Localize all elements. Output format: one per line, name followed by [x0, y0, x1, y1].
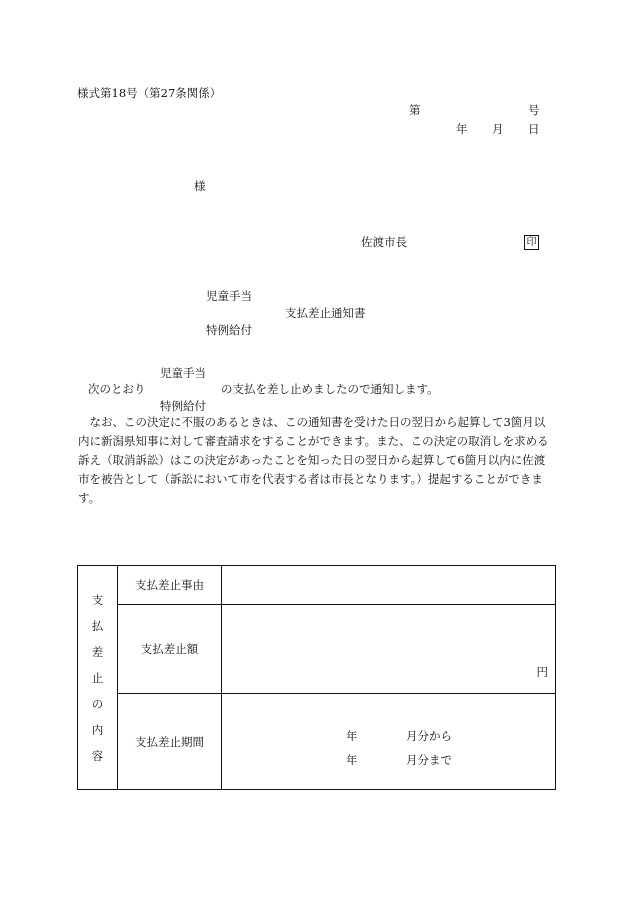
date-month-label: 月 [492, 122, 504, 136]
recipient-honorific: 様 [194, 179, 206, 193]
period-to-month: 月分まで [406, 753, 452, 767]
yen-unit: 円 [536, 665, 548, 679]
side-char: 払 [91, 618, 104, 633]
side-char: の [91, 696, 104, 711]
date-day-label: 日 [528, 122, 540, 136]
date-year-label: 年 [456, 122, 468, 136]
seal-mark: 印 [524, 235, 539, 250]
title-option-special-benefit: 特例給付 [206, 323, 252, 337]
suspension-details-table [77, 565, 556, 790]
period-from-month: 月分から [406, 729, 452, 743]
reason-field[interactable] [222, 566, 556, 605]
body-option-child-allowance: 児童手当 [160, 366, 206, 380]
body-option-special-benefit: 特例給付 [160, 399, 206, 413]
period-values [346, 724, 452, 772]
body-lead: 次のとおり [88, 382, 146, 396]
period-label: 支払差止期間 [118, 694, 222, 790]
amount-label: 支払差止額 [118, 605, 222, 694]
side-label [78, 566, 118, 790]
side-char: 容 [91, 748, 104, 763]
doc-number-prefix: 第 [409, 103, 421, 117]
form-number: 様式第18号（第27条関係） [77, 86, 222, 100]
side-char: 内 [91, 722, 104, 737]
amount-field[interactable] [222, 605, 556, 694]
side-char: 支 [91, 592, 104, 607]
side-char: 止 [91, 670, 104, 685]
title-option-child-allowance: 児童手当 [206, 289, 252, 303]
period-to-year: 年 [346, 753, 358, 767]
side-char: 差 [91, 644, 104, 659]
document-title: 支払差止通知書 [285, 306, 366, 320]
doc-number-suffix: 号 [528, 103, 540, 117]
period-from-year: 年 [346, 729, 358, 743]
reason-label: 支払差止事由 [118, 566, 222, 605]
body-sentence: の支払を差し止めましたので通知します。 [221, 382, 439, 396]
appeal-notice: なお、この決定に不服のあるときは、この通知書を受けた日の翌日から起算して3箇月以内に新潟県知事に対して審査請求をすることができます。また、この決定の取消しを求める訴え（取消訴訟）はこの決定があったことを知った日の翌日から起算して6箇月以内に佐渡市を被告として（訴訟において市を代表する者は市長となります。）提起することができます。 [78, 415, 549, 505]
period-field[interactable] [222, 694, 556, 790]
sender-name: 佐渡市長 [361, 235, 407, 249]
